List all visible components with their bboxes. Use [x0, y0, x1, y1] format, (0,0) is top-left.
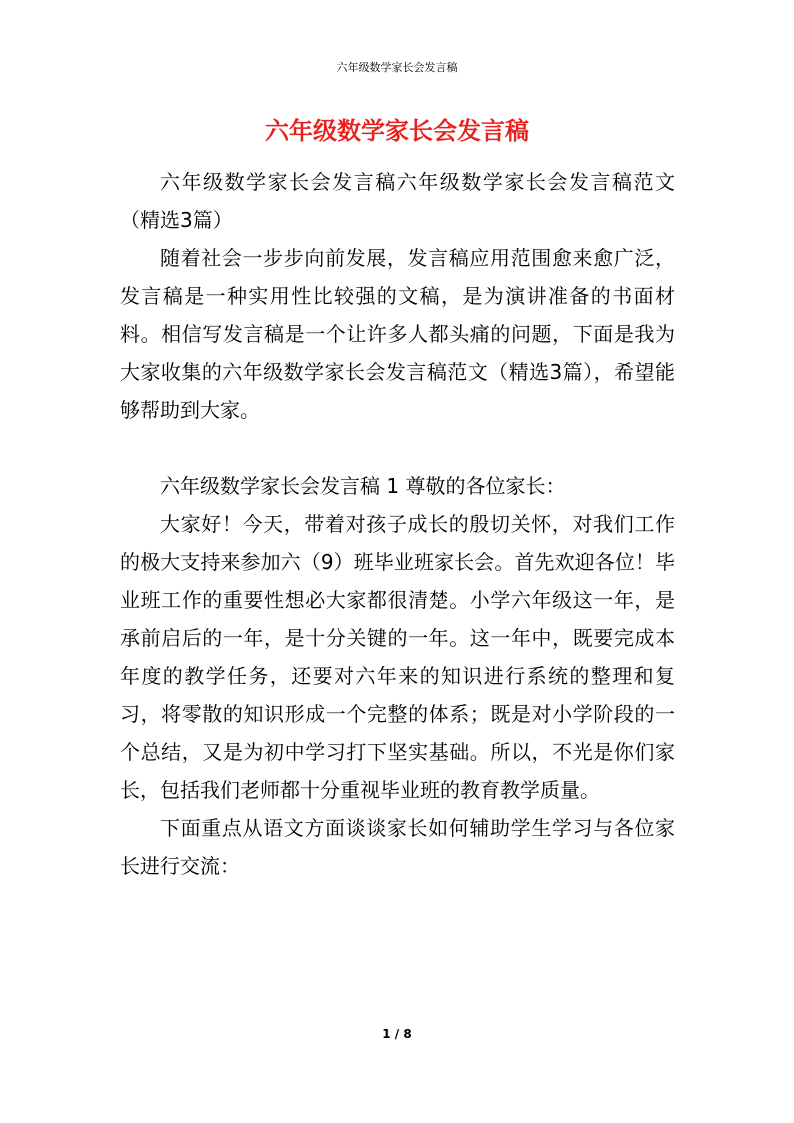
paragraph-section-heading: 六年级数学家长会发言稿 1 尊敬的各位家长： [160, 474, 566, 498]
paragraph-spacer [120, 429, 675, 467]
running-header: 六年级数学家长会发言稿 [336, 61, 458, 74]
paragraph-preface: 随着社会一步步向前发展，发言稿应用范围愈来愈广泛，发言稿是一种实用性比较强的文稿，是为演讲准备的书面材料。相信写发言稿是一个让许多人都头痛的问题，下面是我为大家收集的六年级数学家长会发言稿范文（精选3篇），希望能够帮助到大家。 [120, 246, 675, 422]
document-body [120, 163, 675, 885]
paragraph-greeting: 大家好！今天，带着对孩子成长的殷切关怀，对我们工作的极大支持来参加六（9）班毕业班家长会。首先欢迎各位！毕业班工作的重要性想必大家都很清楚。小学六年级这一年，是承前启后的一年，是十分关键的一年。这一年中，既要完成本年度的教学任务，还要对六年来的知识进行系统的整理和复习，将零散的知识形成一个完整的体系；既是对小学阶段的一个总结，又是为初中学习打下坚实基础。所以，不光是你们家长，包括我们老师都十分重视毕业班的教育教学质量。 [120, 512, 675, 802]
paragraph-intro: 六年级数学家长会发言稿六年级数学家长会发言稿范文（精选3篇） [120, 170, 675, 232]
page-number: 1 / 8 [382, 1027, 412, 1041]
document-title: 六年级数学家长会发言稿 [265, 117, 529, 145]
paragraph-transition: 下面重点从语文方面谈谈家长如何辅助学生学习与各位家长进行交流： [120, 816, 675, 878]
